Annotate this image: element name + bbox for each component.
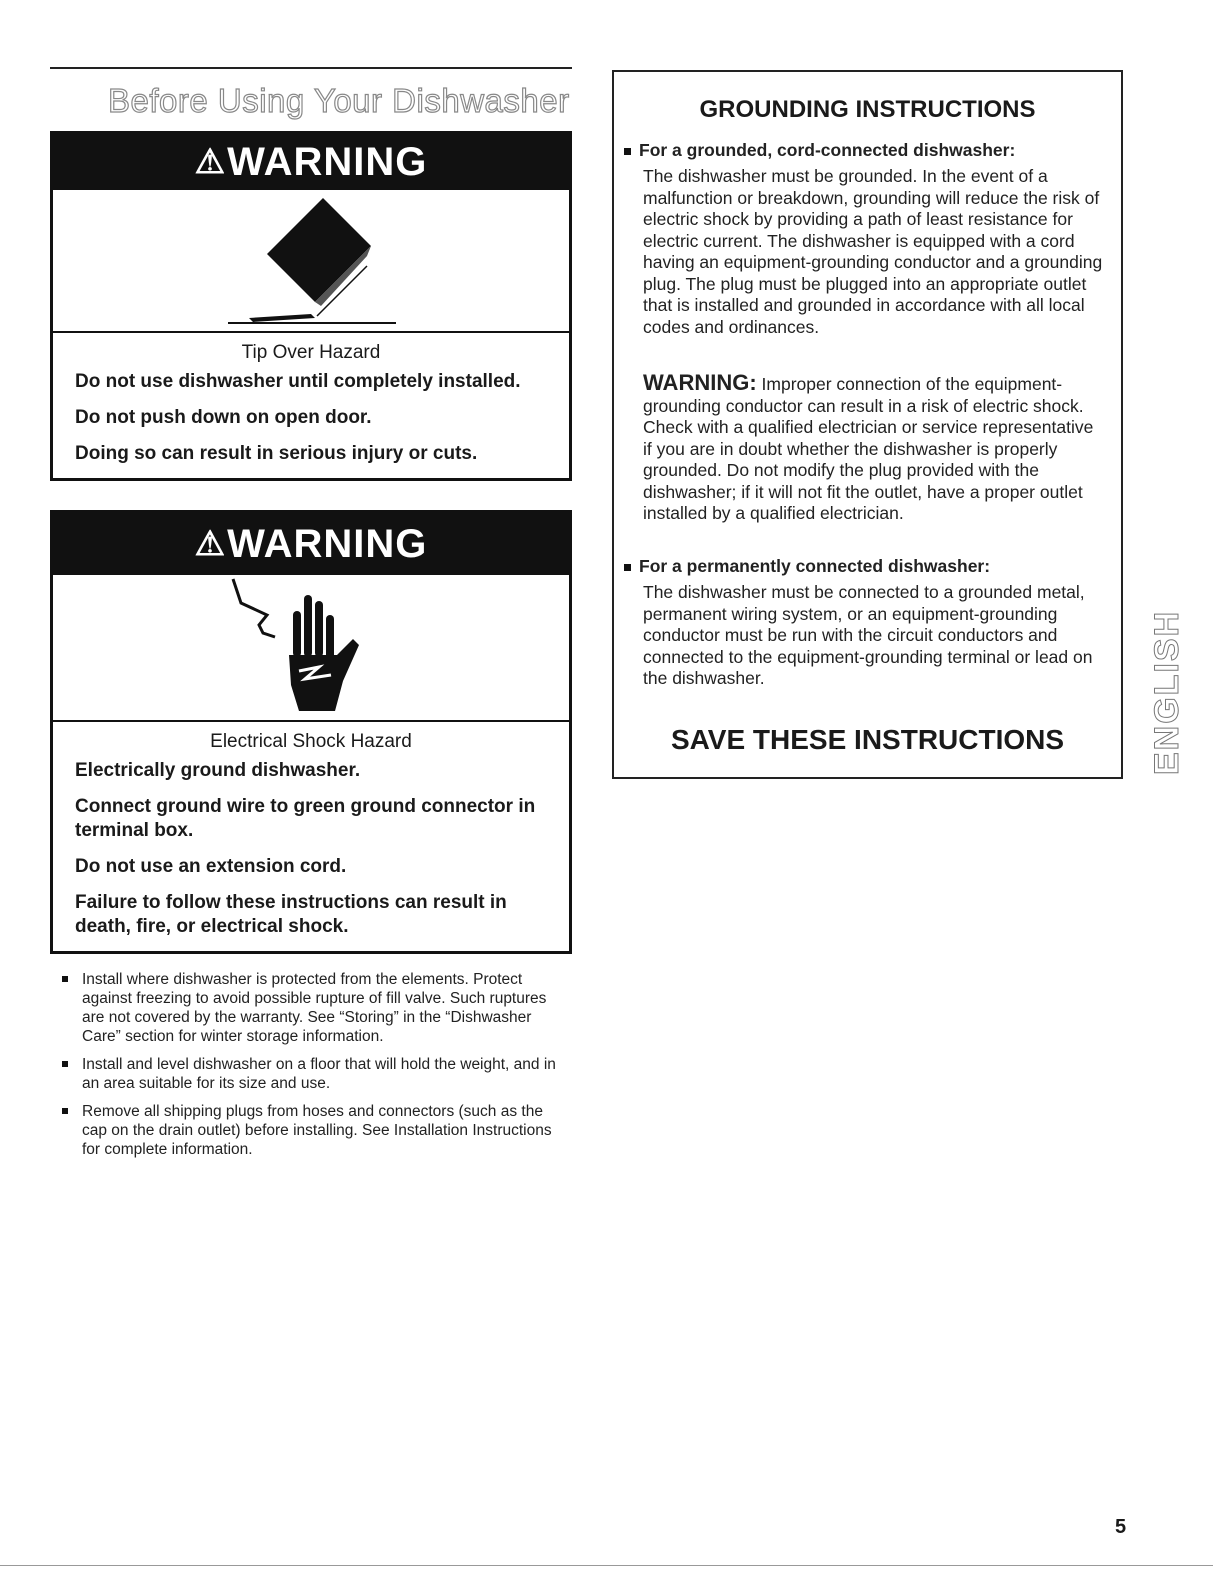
list-item-text: Install where dishwasher is protected from the elements. Protect against freezing to avoid possible rupture of fill valve. Such ruptures are not covered by the warranty. See “Storing” in the “Dishwasher Care” section for winter storage information. [82, 971, 547, 1045]
tip-over-illustration [53, 190, 569, 333]
hazard-caption: Tip Over Hazard [241, 342, 381, 363]
electric-shock-hand-icon [53, 575, 569, 720]
list-item [62, 1055, 572, 1093]
tip-over-icon [53, 190, 569, 331]
warning-line: Do not use dishwasher until completely installed. [75, 371, 521, 392]
grounding-warning-paragraph [643, 372, 1103, 525]
cord-connected-heading [624, 140, 1104, 161]
cord-heading-text: For a grounded, cord-connected dishwasher: [639, 140, 1016, 160]
perm-heading-text: For a permanently connected dishwasher: [639, 556, 991, 576]
warning-header [53, 513, 569, 575]
warning-label: WARNING: [643, 370, 757, 395]
warning-line: Electrically ground dishwasher. [75, 760, 361, 781]
warning-line: Failure to follow these instructions can result in death, fire, or electrical shock. [75, 892, 507, 937]
bullet-square-icon [62, 1108, 68, 1114]
warning-text: Improper connection of the equipment-grounding conductor can result in a risk of electric shock. Check with a qualified electrician or service representative if you are in doubt whether the dishwasher is properly grounded. Do not modify the plug provided with the dishwasher; if it will not fit the outlet, have a proper outlet installed by a qualified electrician. [643, 374, 1094, 523]
side-tab-text: ENGLISH [1150, 609, 1186, 775]
grounding-instructions-box [612, 70, 1123, 779]
installation-bullet-list [62, 970, 572, 1168]
section-title: Before Using Your Dishwasher [108, 82, 570, 119]
grounding-title: GROUNDING INSTRUCTIONS [699, 96, 1036, 123]
warning-line: Do not push down on open door. [75, 407, 372, 428]
hazard-caption: Electrical Shock Hazard [210, 731, 412, 752]
list-item-text: Install and level dishwasher on a floor that will hold the weight, and in an area suitable for its size and use. [82, 1056, 556, 1092]
warning-line: Connect ground wire to green ground connector in terminal box. [75, 796, 536, 841]
cord-connected-text: The dishwasher must be grounded. In the event of a malfunction or breakdown, grounding will reduce the risk of electric shock by providing a path of least resistance for electric current. The dishwasher is equipped with a cord having an equipment-grounding conductor and a grounding plug. The plug must be plugged into an appropriate outlet that is installed and grounded in accordance with all local codes and ordinances. [643, 166, 1103, 337]
tip-over-warning-box [50, 131, 572, 481]
electrical-shock-warning-box [50, 510, 572, 954]
warning-triangle-icon: ⚠ [194, 525, 226, 563]
bullet-square-icon [624, 148, 631, 155]
bullet-square-icon [624, 564, 631, 571]
warning-line: Do not use an extension cord. [75, 856, 347, 877]
bullet-square-icon [62, 976, 68, 982]
list-item-text: Remove all shipping plugs from hoses and connectors (such as the cap on the drain outlet) before installing. See Installation Instructions for complete information. [82, 1103, 552, 1158]
top-rule [50, 67, 572, 69]
permanent-connection-text: The dishwasher must be connected to a grounded metal, permanent wiring system, or an equipment-grounding conductor must be run with the circuit conductors and connected to the equipment-grounding terminal or lead on the dishwasher. [643, 582, 1093, 688]
side-tab-graphic [1150, 565, 1188, 785]
permanent-connection-heading [624, 556, 1104, 577]
language-side-tab [1150, 565, 1188, 785]
warning-header [53, 134, 569, 190]
warning-line: Doing so can result in serious injury or cuts. [75, 443, 478, 464]
page-number: 5 [1115, 1516, 1127, 1538]
bullet-square-icon [62, 1061, 68, 1067]
save-instructions-text: SAVE THESE INSTRUCTIONS [670, 724, 1065, 755]
warning-triangle-icon: ⚠ [194, 143, 226, 181]
list-item [62, 970, 572, 1046]
list-item [62, 1102, 572, 1159]
warning-title: WARNING [227, 140, 428, 184]
electrical-shock-illustration [53, 575, 569, 722]
bottom-rule [0, 1565, 1213, 1566]
warning-title: WARNING [227, 522, 428, 566]
